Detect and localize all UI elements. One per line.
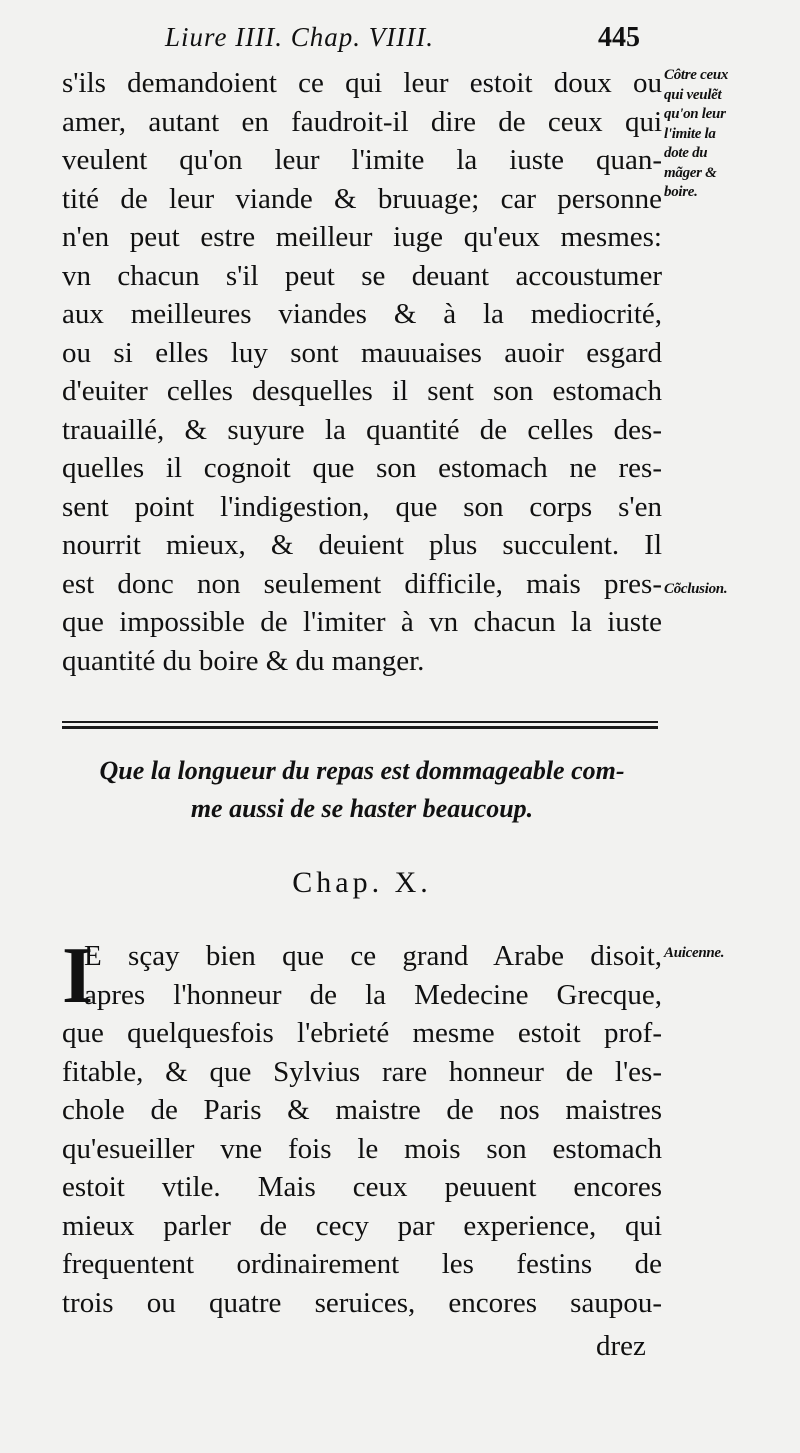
margin-note-line: Cõclusion. xyxy=(664,581,728,597)
text-line: trois ou quatre seruices, encores saupou- xyxy=(62,1286,662,1319)
text-line: frequentent ordinairement les festins de xyxy=(62,1248,662,1280)
text-line: qu'esueiller vne fois le mois son estomach xyxy=(62,1132,662,1165)
margin-note-line: boire. xyxy=(664,184,698,200)
text-line: chole de Paris & maistre de nos maistres xyxy=(62,1094,662,1126)
text-line: estoit vtile. Mais ceux peuuent encores xyxy=(62,1171,662,1203)
margin-note-line: Auicenne. xyxy=(664,945,725,961)
text-line: vn chacun s'il peut se deuant accoustumer xyxy=(62,259,662,292)
text-line: d'euiter celles desquelles il sent son estomach xyxy=(62,375,662,407)
margin-note-conclusion xyxy=(664,580,796,600)
text-line: fitable, & que Sylvius rare honneur de l'es- xyxy=(62,1055,662,1088)
text-line: s'ils demandoient ce qui leur estoit doux ou xyxy=(62,67,662,99)
text-line: quantité du boire & du manger. xyxy=(62,644,425,677)
text-line: que impossible de l'imiter à vn chacun la iuste xyxy=(62,606,662,638)
running-title: Liure IIII. Chap. VIIII. xyxy=(165,22,434,52)
text-line: n'en peut estre meilleur iuge qu'eux mesmes: xyxy=(62,221,662,253)
text-line: apres l'honneur de la Medecine Grecque, xyxy=(84,978,662,1011)
margin-note-line: qui veulẽt xyxy=(664,86,722,103)
text-line: est donc non seulement difficile, mais pres- xyxy=(62,567,662,600)
chapter-paragraph xyxy=(62,932,662,1322)
text-line: sent point l'indigestion, que son corps s'en xyxy=(62,490,662,523)
drop-cap: I xyxy=(62,932,94,1020)
section-rule xyxy=(62,719,658,731)
text-line: aux meilleures viandes & à la mediocrité, xyxy=(62,298,662,330)
text-line: nourrit mieux, & deuient plus succulent. Il xyxy=(62,529,662,561)
top-paragraph xyxy=(62,64,662,680)
heading-line: me aussi de se haster beaucoup. xyxy=(190,794,534,823)
text-line: ou si elles luy sont mauuaises auoir esgard xyxy=(62,336,662,369)
margin-note-line: qu'on leur xyxy=(664,106,726,122)
text-line: amer, autant en faudroit-il dire de ceux qui xyxy=(62,105,662,138)
text-line: E sçay bien que ce grand Arabe disoit, xyxy=(84,940,662,972)
text-line: veulent qu'on leur l'imite la iuste quan- xyxy=(62,144,662,176)
margin-note-line: mãger & xyxy=(664,164,717,181)
text-line: tité de leur viande & bruuage; car personne xyxy=(62,182,662,215)
margin-note-contre-ceux xyxy=(664,66,796,203)
section-heading xyxy=(62,752,662,828)
heading-line: Que la longueur du repas est dommageable com- xyxy=(99,756,625,785)
text-line: quelles il cognoit que son estomach ne res- xyxy=(62,452,662,484)
page-header xyxy=(0,22,800,58)
margin-note-line: l'imite la xyxy=(664,125,716,142)
margin-note-avicenne xyxy=(664,944,796,964)
text-line: trauaillé, & suyure la quantité de celles des- xyxy=(62,413,662,446)
page-number: 445 xyxy=(598,22,640,53)
catchword: drez xyxy=(596,1330,646,1362)
margin-note-line: Côtre ceux xyxy=(664,67,729,83)
text-line: que quelquesfois l'ebrieté mesme estoit prof- xyxy=(62,1017,662,1049)
margin-note-line: dote du xyxy=(664,145,708,161)
chapter-title: Chap. X. xyxy=(292,866,432,899)
text-line: mieux parler de cecy par experience, qui xyxy=(62,1209,662,1242)
